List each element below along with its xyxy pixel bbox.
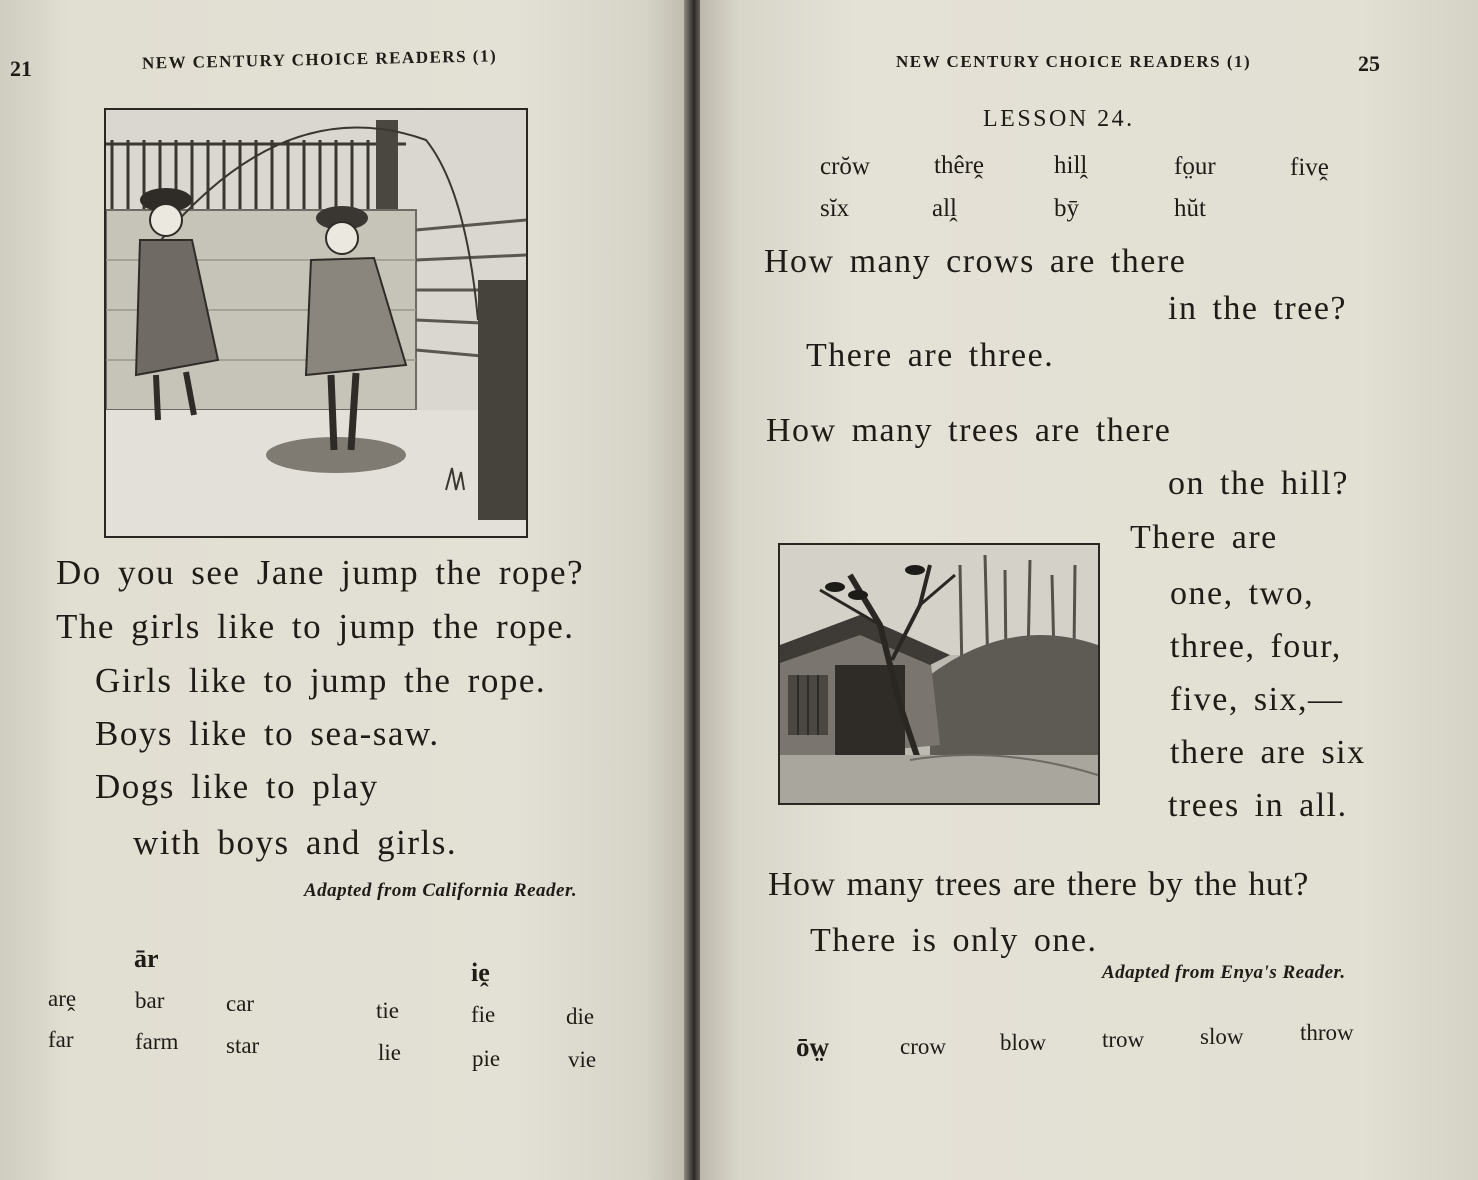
text-line: There are three. bbox=[806, 337, 1055, 374]
left-page bbox=[0, 0, 688, 1180]
phonics-word: pie bbox=[472, 1046, 501, 1071]
phonics-word: car bbox=[226, 991, 255, 1016]
text-line: There are bbox=[1130, 519, 1278, 556]
text-line: Boys like to sea-saw. bbox=[95, 714, 440, 753]
phonics-word: lie bbox=[378, 1040, 401, 1065]
text-line: How many trees are there bbox=[766, 412, 1172, 449]
text-line: there are six bbox=[1170, 734, 1366, 771]
page-number: 21 bbox=[10, 56, 32, 81]
phonics-word: trow bbox=[1102, 1027, 1145, 1052]
lesson-title: LESSON 24. bbox=[983, 106, 1135, 132]
text-line: in the tree? bbox=[1168, 290, 1348, 327]
phonics-word: crow bbox=[900, 1034, 946, 1059]
vocab-word: sĭx bbox=[820, 195, 850, 222]
text-line: Dogs like to play bbox=[95, 767, 379, 806]
text-line: Girls like to jump the rope. bbox=[95, 661, 547, 700]
vocab-word: bȳ bbox=[1054, 195, 1079, 222]
right-page bbox=[700, 0, 1478, 1180]
phonics-word: die bbox=[566, 1004, 595, 1029]
source-credit: Adapted from California Reader. bbox=[304, 880, 578, 901]
text-line: five, six,— bbox=[1170, 681, 1344, 718]
phonics-word: star bbox=[226, 1033, 260, 1058]
phonics-word: tie bbox=[376, 998, 399, 1023]
phonics-word: fie bbox=[471, 1002, 496, 1027]
phonics-word: throw bbox=[1300, 1020, 1354, 1045]
text-line: How many crows are there bbox=[764, 243, 1187, 280]
phonics-heading: ōw̤ bbox=[796, 1032, 829, 1062]
phonics-word: vie bbox=[568, 1047, 597, 1072]
phonics-heading: iḙ bbox=[471, 958, 490, 987]
vocab-word: thêrḙ bbox=[934, 152, 984, 179]
phonics-heading: ār bbox=[134, 944, 159, 973]
text-line: one, two, bbox=[1170, 575, 1315, 612]
text-line: How many trees are there by the hut? bbox=[768, 866, 1309, 903]
vocab-word: hilḽ bbox=[1054, 152, 1088, 179]
vocab-word: fivḙ bbox=[1290, 154, 1329, 181]
phonics-word: blow bbox=[1000, 1030, 1046, 1055]
text-line: three, four, bbox=[1170, 628, 1342, 665]
text-line: There is only one. bbox=[810, 922, 1098, 959]
text-line: trees in all. bbox=[1168, 787, 1348, 824]
phonics-word: far bbox=[48, 1027, 74, 1052]
text-line: The girls like to jump the rope. bbox=[56, 607, 575, 646]
vocab-word: hŭt bbox=[1174, 195, 1206, 222]
vocab-word: fo̤ur bbox=[1174, 153, 1216, 180]
running-header: NEW CENTURY CHOICE READERS (1) bbox=[896, 52, 1252, 71]
phonics-word: farm bbox=[135, 1029, 179, 1054]
page-number: 25 bbox=[1358, 51, 1380, 76]
running-header: NEW CENTURY CHOICE READERS (1) bbox=[141, 46, 498, 73]
text-line: Do you see Jane jump the rope? bbox=[56, 553, 585, 592]
phonics-word: slow bbox=[1200, 1024, 1244, 1049]
illustration-girls-jump-rope bbox=[104, 108, 528, 538]
vocab-word: alḽ bbox=[932, 195, 957, 222]
phonics-word: bar bbox=[135, 988, 165, 1013]
phonics-word: arḙ bbox=[48, 986, 77, 1011]
text-line: on the hill? bbox=[1168, 465, 1349, 502]
vocab-word: crŏw bbox=[820, 153, 870, 180]
source-credit: Adapted from Enya's Reader. bbox=[1102, 962, 1346, 983]
text-line: with boys and girls. bbox=[133, 823, 458, 862]
illustration-tree-and-hut bbox=[778, 543, 1100, 805]
